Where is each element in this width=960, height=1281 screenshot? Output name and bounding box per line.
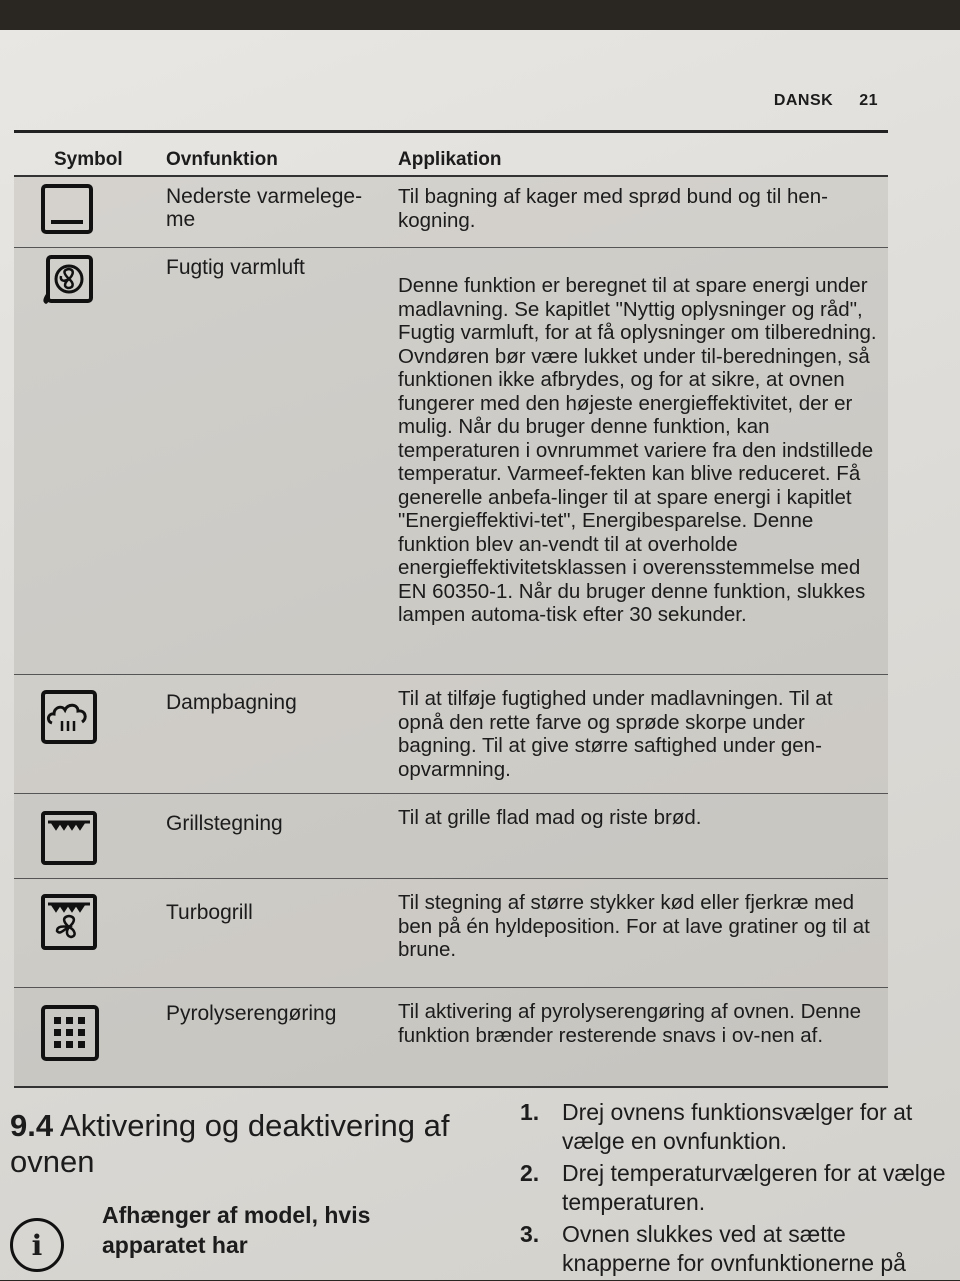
table-header xyxy=(14,133,888,177)
table-row xyxy=(14,988,888,1088)
page-header xyxy=(774,92,878,110)
table-row xyxy=(14,248,888,675)
list-item: 1. Drej ovnens funktionsvælger for at vælge en ovnfunktion. xyxy=(520,1099,913,1154)
manual-page xyxy=(0,30,960,1280)
moist-fan-icon xyxy=(40,254,94,310)
header-application: Applikation xyxy=(398,148,502,170)
table-row xyxy=(14,675,888,794)
oven-functions-table xyxy=(14,130,888,1088)
function-application: Til bagning af kager med sprød bund og til hen-kogning. xyxy=(398,185,828,232)
info-note xyxy=(10,1200,432,1272)
steam-bake-icon xyxy=(40,689,98,745)
table-row xyxy=(14,794,888,879)
pyrolysis-icon xyxy=(40,1004,100,1062)
function-application: Til at tilføje fugtighed under madlavningen. Til at opnå den rette farve og sprøde skorpe under bagning. Til at give større saftighed under gen-opvarmning. xyxy=(398,687,833,781)
header-symbol: Symbol xyxy=(54,149,123,170)
steps-list xyxy=(520,1098,950,1281)
turbo-grill-icon xyxy=(40,893,98,951)
section-title: Aktivering og deaktivering af ovnen xyxy=(10,1108,450,1179)
function-application: Til stegning af større stykker kød eller fjerkræ med ben på én hyldeposition. For at lave gratiner og til at brune. xyxy=(398,891,870,961)
bottom-heat-icon xyxy=(40,183,94,235)
function-name: Nederste varmelege-me xyxy=(166,185,363,231)
list-item: 2. Drej temperaturvælgeren for at vælge temperaturen. xyxy=(520,1160,946,1215)
info-icon: i xyxy=(10,1218,64,1272)
function-name: Fugtig varmluft xyxy=(166,256,305,279)
table-row xyxy=(14,177,888,248)
note-text: Afhænger af model, hvis apparatet har xyxy=(102,1202,371,1258)
table-row xyxy=(14,879,888,988)
function-application: Til at grille flad mad og riste brød. xyxy=(398,806,702,829)
function-name: Dampbagning xyxy=(166,691,297,714)
language-label: DANSK xyxy=(773,92,834,109)
header-function: Ovnfunktion xyxy=(166,149,278,170)
section-number: 9.4 xyxy=(10,1108,54,1143)
grill-icon xyxy=(40,810,98,866)
page-number: 21 xyxy=(859,92,878,109)
function-name: Pyrolyserengøring xyxy=(166,1002,337,1025)
function-application: Til aktivering af pyrolyserengøring af ovnen. Denne funktion brænder resterende snavs i ov-nen af. xyxy=(398,1000,862,1047)
list-item: 3. Ovnen slukkes ved at sætte knapperne for ovnfunktionerne på xyxy=(520,1221,906,1276)
function-name: Grillstegning xyxy=(166,812,283,835)
function-name: Turbogrill xyxy=(166,901,253,924)
function-application: Denne funktion er beregnet til at spare energi under madlavning. Se kapitlet "Nyttig oplysninger og råd", Fugtig varmluft, for at få oplysninger om tilberedning. Ovndøren bør være lukket under til-beredningen, så funktionen ikke afbrydes, og for at sikre, at ovnen fungerer med den højeste energieffektivitet, der er mulig. Når du bruger denne funktion, kan temperaturen i ovnrummet variere fra den indstillede temperatur. Varmeef-fekten kan blive reduceret. Få generelle anbefa-linger til at spare energi i kapitlet "Energieffektivi-tet", Energibesparelse. Denne funktion blev an-vendt til at overholde energieffektivitetsklassen i overensstemmelse med EN 60350-1. Når du bruger denne funktion, slukkes lampen automa-tisk efter 30 sekunder. xyxy=(398,274,877,626)
section-heading xyxy=(10,1108,490,1180)
